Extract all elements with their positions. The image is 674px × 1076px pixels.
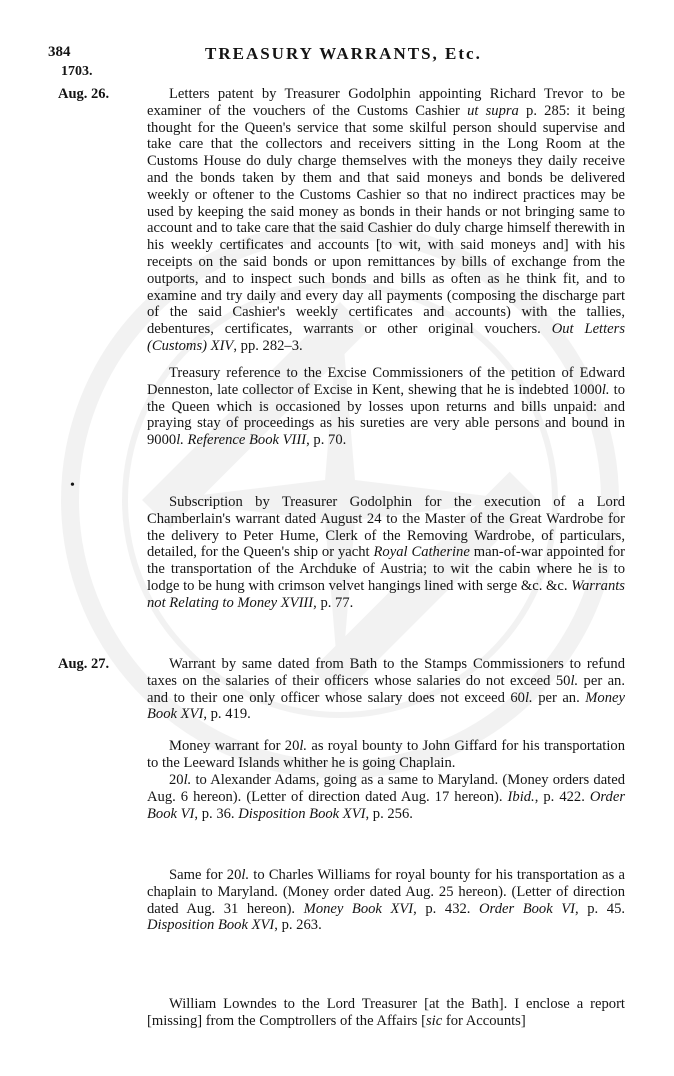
citation-italic-text: Royal Catherine	[373, 544, 470, 561]
body-text: , p. 45.	[575, 900, 626, 917]
body-text: p. 285: it being thought for the Queen's service that some skilful person should supervise and take care that the collectors and receivers sitting in the Long Room at the Customs House do duly charge themselves with the moneys they daily receive and the bonds taken by them and that said moneys and bonds be delivered weekly or oftener to the Customs Cashier so that no indirect practices may be used by keeping the said money as bonds in their hands or not bringing same to account and to take care that the said Cashier do duly charge himself therewith in his weekly certificates and accounts [to wit, with said moneys and] with his receipts on the said bonds or upon remittances by bills of exchange from the outports, and to inspect such bonds and bills as often as he think fit, and to examine and try daily and every day all payments (composing the discharge part of the said Cashier's weekly certificates and accounts) with the tallies, debentures, certificates, warrants or other original vouchers.	[147, 102, 625, 338]
entry-williams-maryland	[147, 867, 625, 934]
entry-money-warrant-giffard	[147, 738, 625, 772]
citation-italic-text: Warrants not Relating to Money XVIII	[147, 577, 625, 611]
body-text: , p. 77.	[313, 594, 354, 611]
body-text: , p. 70.	[306, 432, 347, 449]
body-text: Subscription by Treasurer Godolphin for the execution of a Lord Chamberlain's warrant dated August 24 to the Master of the Great Wardrobe for the delivery to Peter Hume, Clerk of the Removing Wardrobe, of particulars, detailed, for the Queen's ship or yacht	[147, 494, 625, 561]
citation-italic-text: ut supra	[467, 102, 519, 119]
body-text: to Alexander Adams, going as a same to Maryland. (Money orders dated Aug. 6 hereon). (Letter of direction dated Aug. 17 hereon).	[147, 772, 625, 805]
citation-italic-text: Money Book XVI	[147, 689, 625, 723]
entry-adams-maryland	[147, 772, 625, 822]
citation-italic-text: l.	[524, 689, 533, 706]
body-text: per an.	[532, 689, 586, 706]
body-text: , p. 263.	[274, 917, 322, 934]
citation-italic-text: l.	[299, 738, 308, 754]
citation-italic-text: Disposition Book XVI	[147, 917, 275, 934]
citation-italic-text: l.	[183, 772, 192, 788]
body-text: to the Queen which is occasioned by losses upon returns and bills unpaid: and praying stay of proceedings as his sureties are very able persons and bound in 9000	[147, 381, 625, 449]
body-text: man-of-war appointed for the transportation of the Archduke of Austria; to wit the cabin where he is to lodge to be hung with crimson velvet hangings lined with serge &c. &c.	[147, 544, 626, 594]
citation-italic-text: l.	[570, 672, 579, 689]
body-text: William Lowndes to the Lord Treasurer [at the Bath]. I enclose a report [missing] from the Comptrollers of the Affairs [	[147, 996, 625, 1029]
body-text: per an. and to their one only officer whose salary does not exceed 60	[147, 672, 625, 706]
citation-italic-text: Disposition Book XVI	[238, 805, 366, 822]
body-text: 20	[169, 772, 184, 788]
margin-date-aug-26: Aug. 26.	[58, 86, 110, 102]
body-text: Same for 20	[169, 867, 242, 883]
entry-lowndes-letter	[147, 996, 625, 1030]
entry-warrant-stamps-commissioners	[147, 656, 625, 723]
citation-italic-text: l.	[241, 867, 250, 883]
entry-letters-patent-trevor	[147, 86, 625, 355]
citation-italic-text: Ibid.	[507, 788, 535, 805]
stray-mark: •	[70, 478, 75, 493]
body-text: to Charles Williams for royal bounty for his transportation as a chaplain to Maryland. (Money order dated Aug. 25 hereon). (Letter of direction dated Aug. 31 hereon).	[147, 867, 625, 917]
citation-italic-text: Order Book VI	[479, 900, 576, 917]
citation-italic-text: l.	[176, 432, 184, 449]
citation-italic-text: Money Book XVI	[303, 900, 414, 917]
body-text: , p. 422.	[534, 788, 590, 805]
body-text: , p. 256.	[365, 805, 413, 822]
margin-year: 1703.	[61, 64, 93, 79]
citation-italic-text: sic	[426, 1012, 443, 1029]
citation-italic-text: Order Book VI	[147, 788, 626, 822]
body-text: , p. 419.	[203, 706, 251, 723]
body-text: Money warrant for 20	[169, 738, 300, 754]
body-text: Treasury reference to the Excise Commissioners of the petition of Edward Denneston, late collector of Excise in Kent, shewing that he is indebted 1000	[147, 365, 625, 398]
citation-italic-text: Out Letters (Customs) XIV	[147, 321, 625, 354]
citation-italic-text: l.	[601, 381, 610, 398]
citation-italic-text: Reference Book VIII	[187, 432, 307, 449]
body-text: Warrant by same dated from Bath to the Stamps Commissioners to refund taxes on the salaries of their officers whose salaries do not exceed 50	[147, 656, 625, 689]
page-number: 384	[48, 44, 71, 60]
running-head: TREASURY WARRANTS, Etc.	[205, 44, 482, 63]
entry-subscription-royal-catherine	[147, 494, 625, 612]
body-text: , p. 432.	[413, 900, 480, 917]
body-text: for Accounts]	[442, 1012, 526, 1029]
body-text: , pp. 282–3.	[233, 337, 303, 354]
body-text: , p. 36.	[194, 805, 239, 822]
body-text: Letters patent by Treasurer Godolphin appointing Richard Trevor to be examiner of the vouchers of the Customs Cashier	[147, 86, 625, 119]
body-text: as royal bounty to John Giffard for his transportation to the Leeward Islands whither he is going Chaplain.	[147, 738, 625, 771]
margin-date-aug-27: Aug. 27.	[58, 656, 110, 672]
entry-excise-reference-denneston	[147, 365, 625, 449]
